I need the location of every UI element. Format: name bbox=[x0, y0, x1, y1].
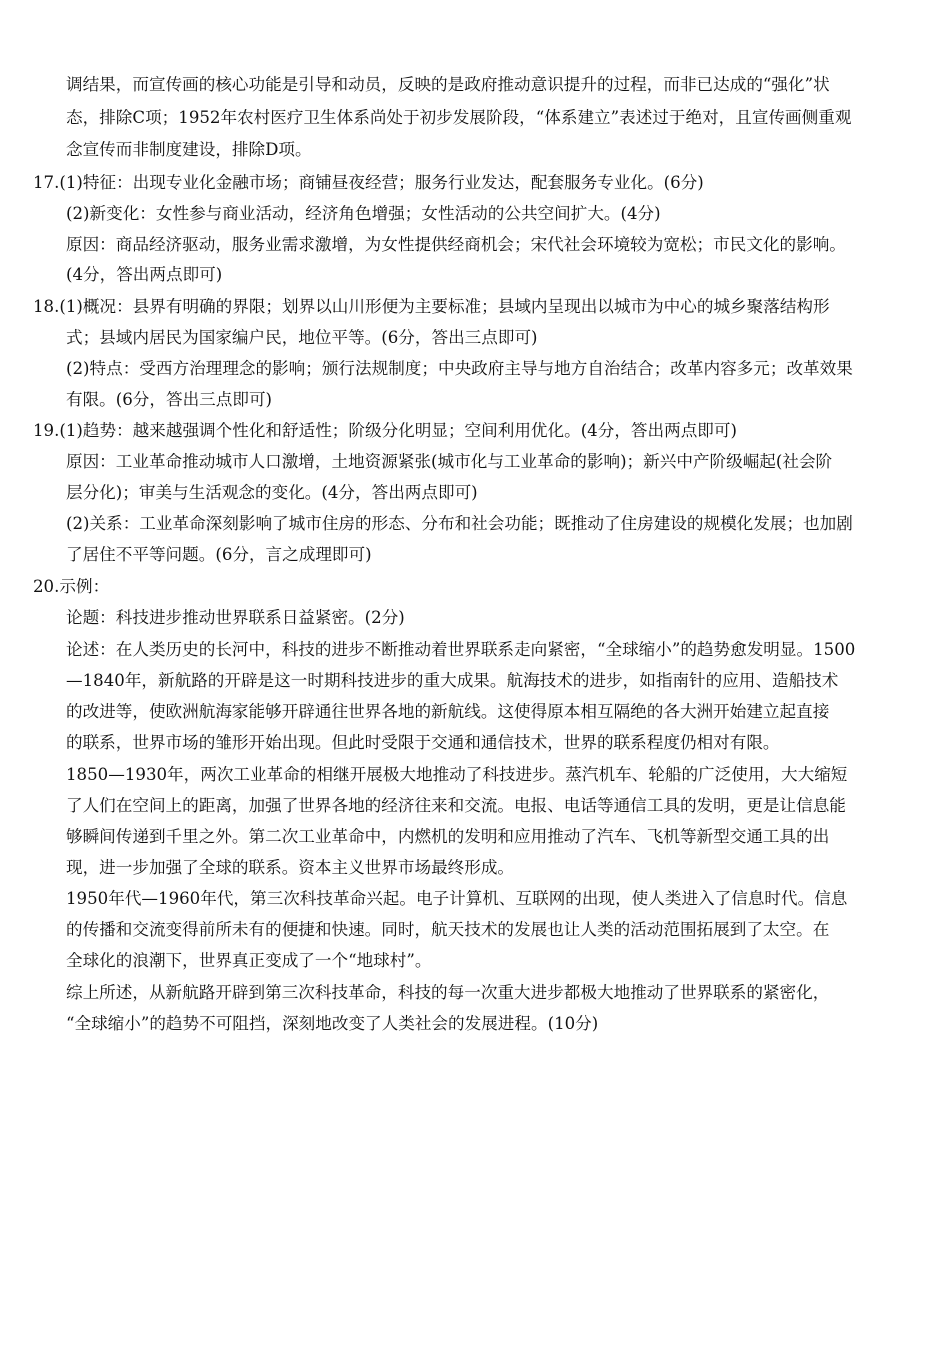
text-line: 调结果，而宣传画的核心功能是引导和动员，反映的是政府推动意识提升的过程，而非已达成的“强化”状 bbox=[66, 75, 830, 94]
q19-part1: 19.(1)趋势：越来越强调个性化和舒适性；阶级分化明显；空间利用优化。(4分，答出两点即可) bbox=[33, 421, 737, 440]
text-line: 了居住不平等问题。(6分，言之成理即可) bbox=[66, 545, 372, 564]
q20-essay-line: 够瞬间传递到千里之外。第二次工业革命中，内燃机的发明和应用推动了汽车、飞机等新型交通工具的出 bbox=[66, 827, 830, 846]
text-line: 层分化)；审美与生活观念的变化。(4分，答出两点即可) bbox=[66, 483, 478, 502]
q20-essay-line: 1850—1930年，两次工业革命的相继开展极大地推动了科技进步。蒸汽机车、轮船的广泛使用，大大缩短 bbox=[66, 765, 848, 784]
q20-thesis: 论题：科技进步推动世界联系日益紧密。(2分) bbox=[66, 608, 405, 627]
q20-essay-line: 1950年代—1960年代，第三次科技革命兴起。电子计算机、互联网的出现，使人类进入了信息时代。信息 bbox=[66, 889, 848, 908]
q20-essay-line: —1840年，新航路的开辟是这一时期科技进步的重大成果。航海技术的进步，如指南针的应用、造船技术 bbox=[66, 671, 839, 690]
q20-essay-line: 的传播和交流变得前所未有的便捷和快速。同时，航天技术的发展也让人类的活动范围拓展到了太空。在 bbox=[66, 920, 830, 939]
q20-essay-line: 论述：在人类历史的长河中，科技的进步不断推动着世界联系走向紧密，“全球缩小”的趋势愈发明显。1500 bbox=[66, 640, 856, 659]
q20-essay-line: 的改进等，使欧洲航海家能够开辟通往世界各地的新航线。这使得原本相互隔绝的各大洲开始建立起直接 bbox=[66, 702, 830, 721]
q20-essay-line: 综上所述，从新航路开辟到第三次科技革命，科技的每一次重大进步都极大地推动了世界联系的紧密化， bbox=[66, 983, 830, 1002]
q20-essay-line: 的联系，世界市场的雏形开始出现。但此时受限于交通和通信技术，世界的联系程度仍相对有限。 bbox=[66, 733, 780, 752]
q20-heading: 20.示例： bbox=[33, 577, 110, 596]
text-line: 有限。(6分，答出三点即可) bbox=[66, 390, 273, 409]
text-line: 念宣传而非制度建设，排除D项。 bbox=[66, 140, 312, 159]
q20-essay-line: “全球缩小”的趋势不可阻挡，深刻地改变了人类社会的发展进程。(10分) bbox=[66, 1014, 599, 1033]
q18-part2: (2)特点：受西方治理理念的影响；颁行法规制度；中央政府主导与地方自治结合；改革内容多元；改革效果 bbox=[66, 359, 853, 378]
q20-essay-line: 全球化的浪潮下，世界真正变成了一个“地球村”。 bbox=[66, 951, 432, 970]
text-line: 态，排除C项；1952年农村医疗卫生体系尚处于初步发展阶段，“体系建立”表述过于绝对，且宣传画侧重观 bbox=[66, 108, 852, 127]
q17-part2: (2)新变化：女性参与商业活动，经济角色增强；女性活动的公共空间扩大。(4分) bbox=[66, 204, 661, 223]
text-line: 原因：商品经济驱动，服务业需求激增，为女性提供经商机会；宋代社会环境较为宽松；市民文化的影响。 bbox=[66, 235, 846, 254]
q20-essay-line: 现，进一步加强了全球的联系。资本主义世界市场最终形成。 bbox=[66, 858, 515, 877]
q17-part1: 17.(1)特征：出现专业化金融市场；商铺昼夜经营；服务行业发达，配套服务专业化。(6分) bbox=[33, 173, 704, 192]
text-line: 原因：工业革命推动城市人口激增，土地资源紧张(城市化与工业革命的影响)；新兴中产阶级崛起(社会阶 bbox=[66, 452, 833, 471]
q20-essay-line: 了人们在空间上的距离，加强了世界各地的经济往来和交流。电报、电话等通信工具的发明，更是让信息能 bbox=[66, 796, 846, 815]
text-line: (4分，答出两点即可) bbox=[66, 265, 223, 284]
q18-part1: 18.(1)概况：县界有明确的界限；划界以山川形便为主要标准；县域内呈现出以城市为中心的城乡聚落结构形 bbox=[33, 297, 830, 316]
text-line: 式；县域内居民为国家编户民，地位平等。(6分，答出三点即可) bbox=[66, 328, 538, 347]
q19-part2: (2)关系：工业革命深刻影响了城市住房的形态、分布和社会功能；既推动了住房建设的规模化发展；也加剧 bbox=[66, 514, 853, 533]
